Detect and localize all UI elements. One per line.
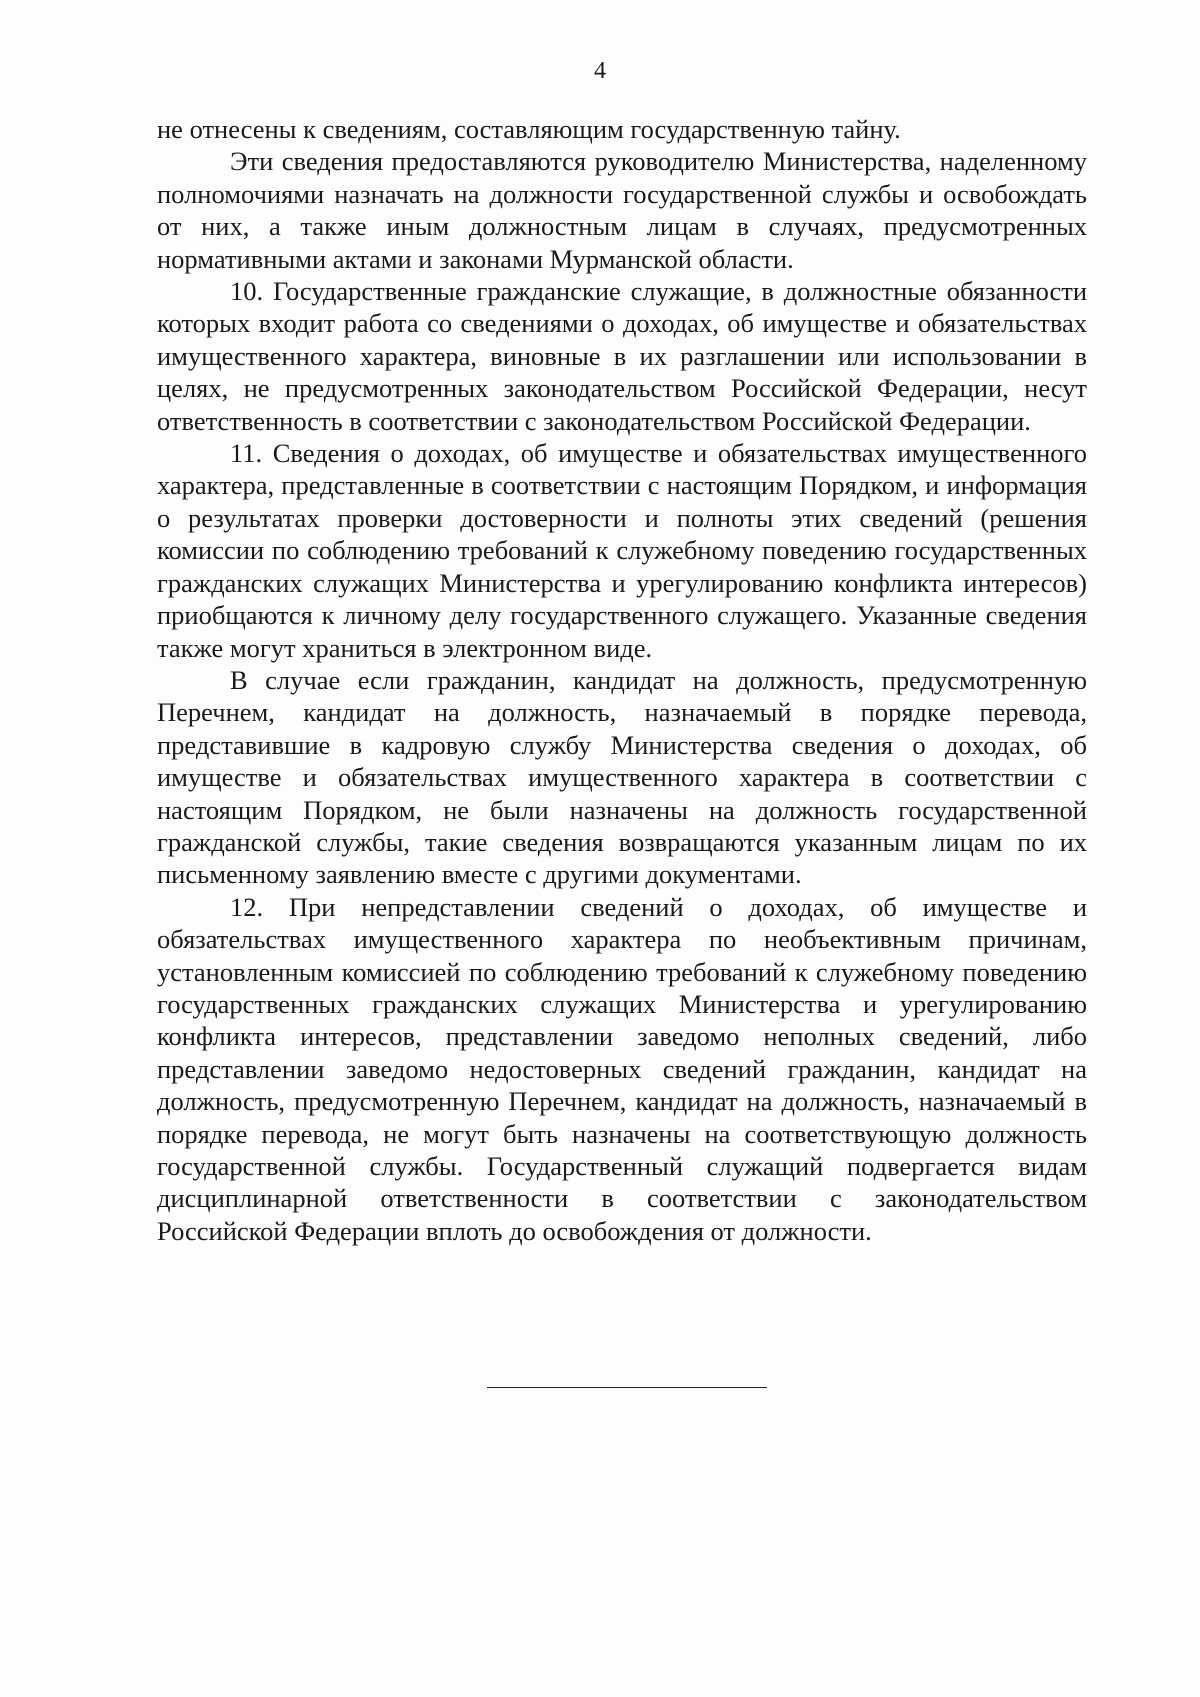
- paragraph-continuation: не отнесены к сведениям, составляющим государственную тайну.: [157, 114, 901, 144]
- paragraph-item-10: 10. Государственные гражданские служащие, в должностные обязанности которых входит работа со сведениями о доходах, об имуществе и обязательствах имущественного характера, виновные в их разглашении или использовании в целях, не предусмотренных законодательством Российской Федерации, несут ответственность в соответствии с законодательством Российской Федерации.: [157, 276, 1087, 436]
- page-number: 4: [594, 58, 606, 84]
- paragraph-disclosure-recipients: Эти сведения предоставляются руководителю Министерства, наделенному полномочиями назначать на должности государственной службы и освобождать от них, а также иным должностным лицам в случаях, предусмотренных нормативными актами и законами Мурманской области.: [157, 146, 1087, 274]
- end-of-document-rule: [487, 1387, 767, 1388]
- paragraph-item-12: 12. При непредставлении сведений о доходах, об имуществе и обязательствах имущественного характера по необъективным причинам, установленным комиссией по соблюдению требований к служебному поведению государственных гражданских служащих Министерства и урегулированию конфликта интересов, представлении заведомо неполных сведений, либо представлении заведомо недостоверных сведений гражданин, кандидат на должность, предусмотренную Перечнем, кандидат на должность, назначаемый в порядке перевода, не могут быть назначены на соответствующую должность государственной службы. Государственный служащий подвергается видам дисциплинарной ответственности в соответствии с законодательством Российской Федерации вплоть до освобождения от должности.: [157, 891, 1087, 1246]
- paragraph-return-of-documents: В случае если гражданин, кандидат на должность, предусмотренную Перечнем, кандидат на должность, назначаемый в порядке перевода, представившие в кадровую службу Министерства сведения о доходах, об имуществе и обязательствах имущественного характера в соответствии с настоящим Порядком, не были назначены на должность государственной гражданской службы, такие сведения возвращаются указанным лицам по их письменному заявлению вместе с другими документами.: [157, 664, 1087, 890]
- document-body: [157, 113, 1087, 1247]
- paragraph-item-11: 11. Сведения о доходах, об имуществе и обязательствах имущественного характера, представленные в соответствии с настоящим Порядком, и информация о результатах проверки достоверности и полноты этих сведений (решения комиссии по соблюдению требований к служебному поведению государственных гражданских служащих Министерства и урегулированию конфликта интересов) приобщаются к личному делу государственного служащего. Указанные сведения также могут храниться в электронном виде.: [157, 438, 1087, 663]
